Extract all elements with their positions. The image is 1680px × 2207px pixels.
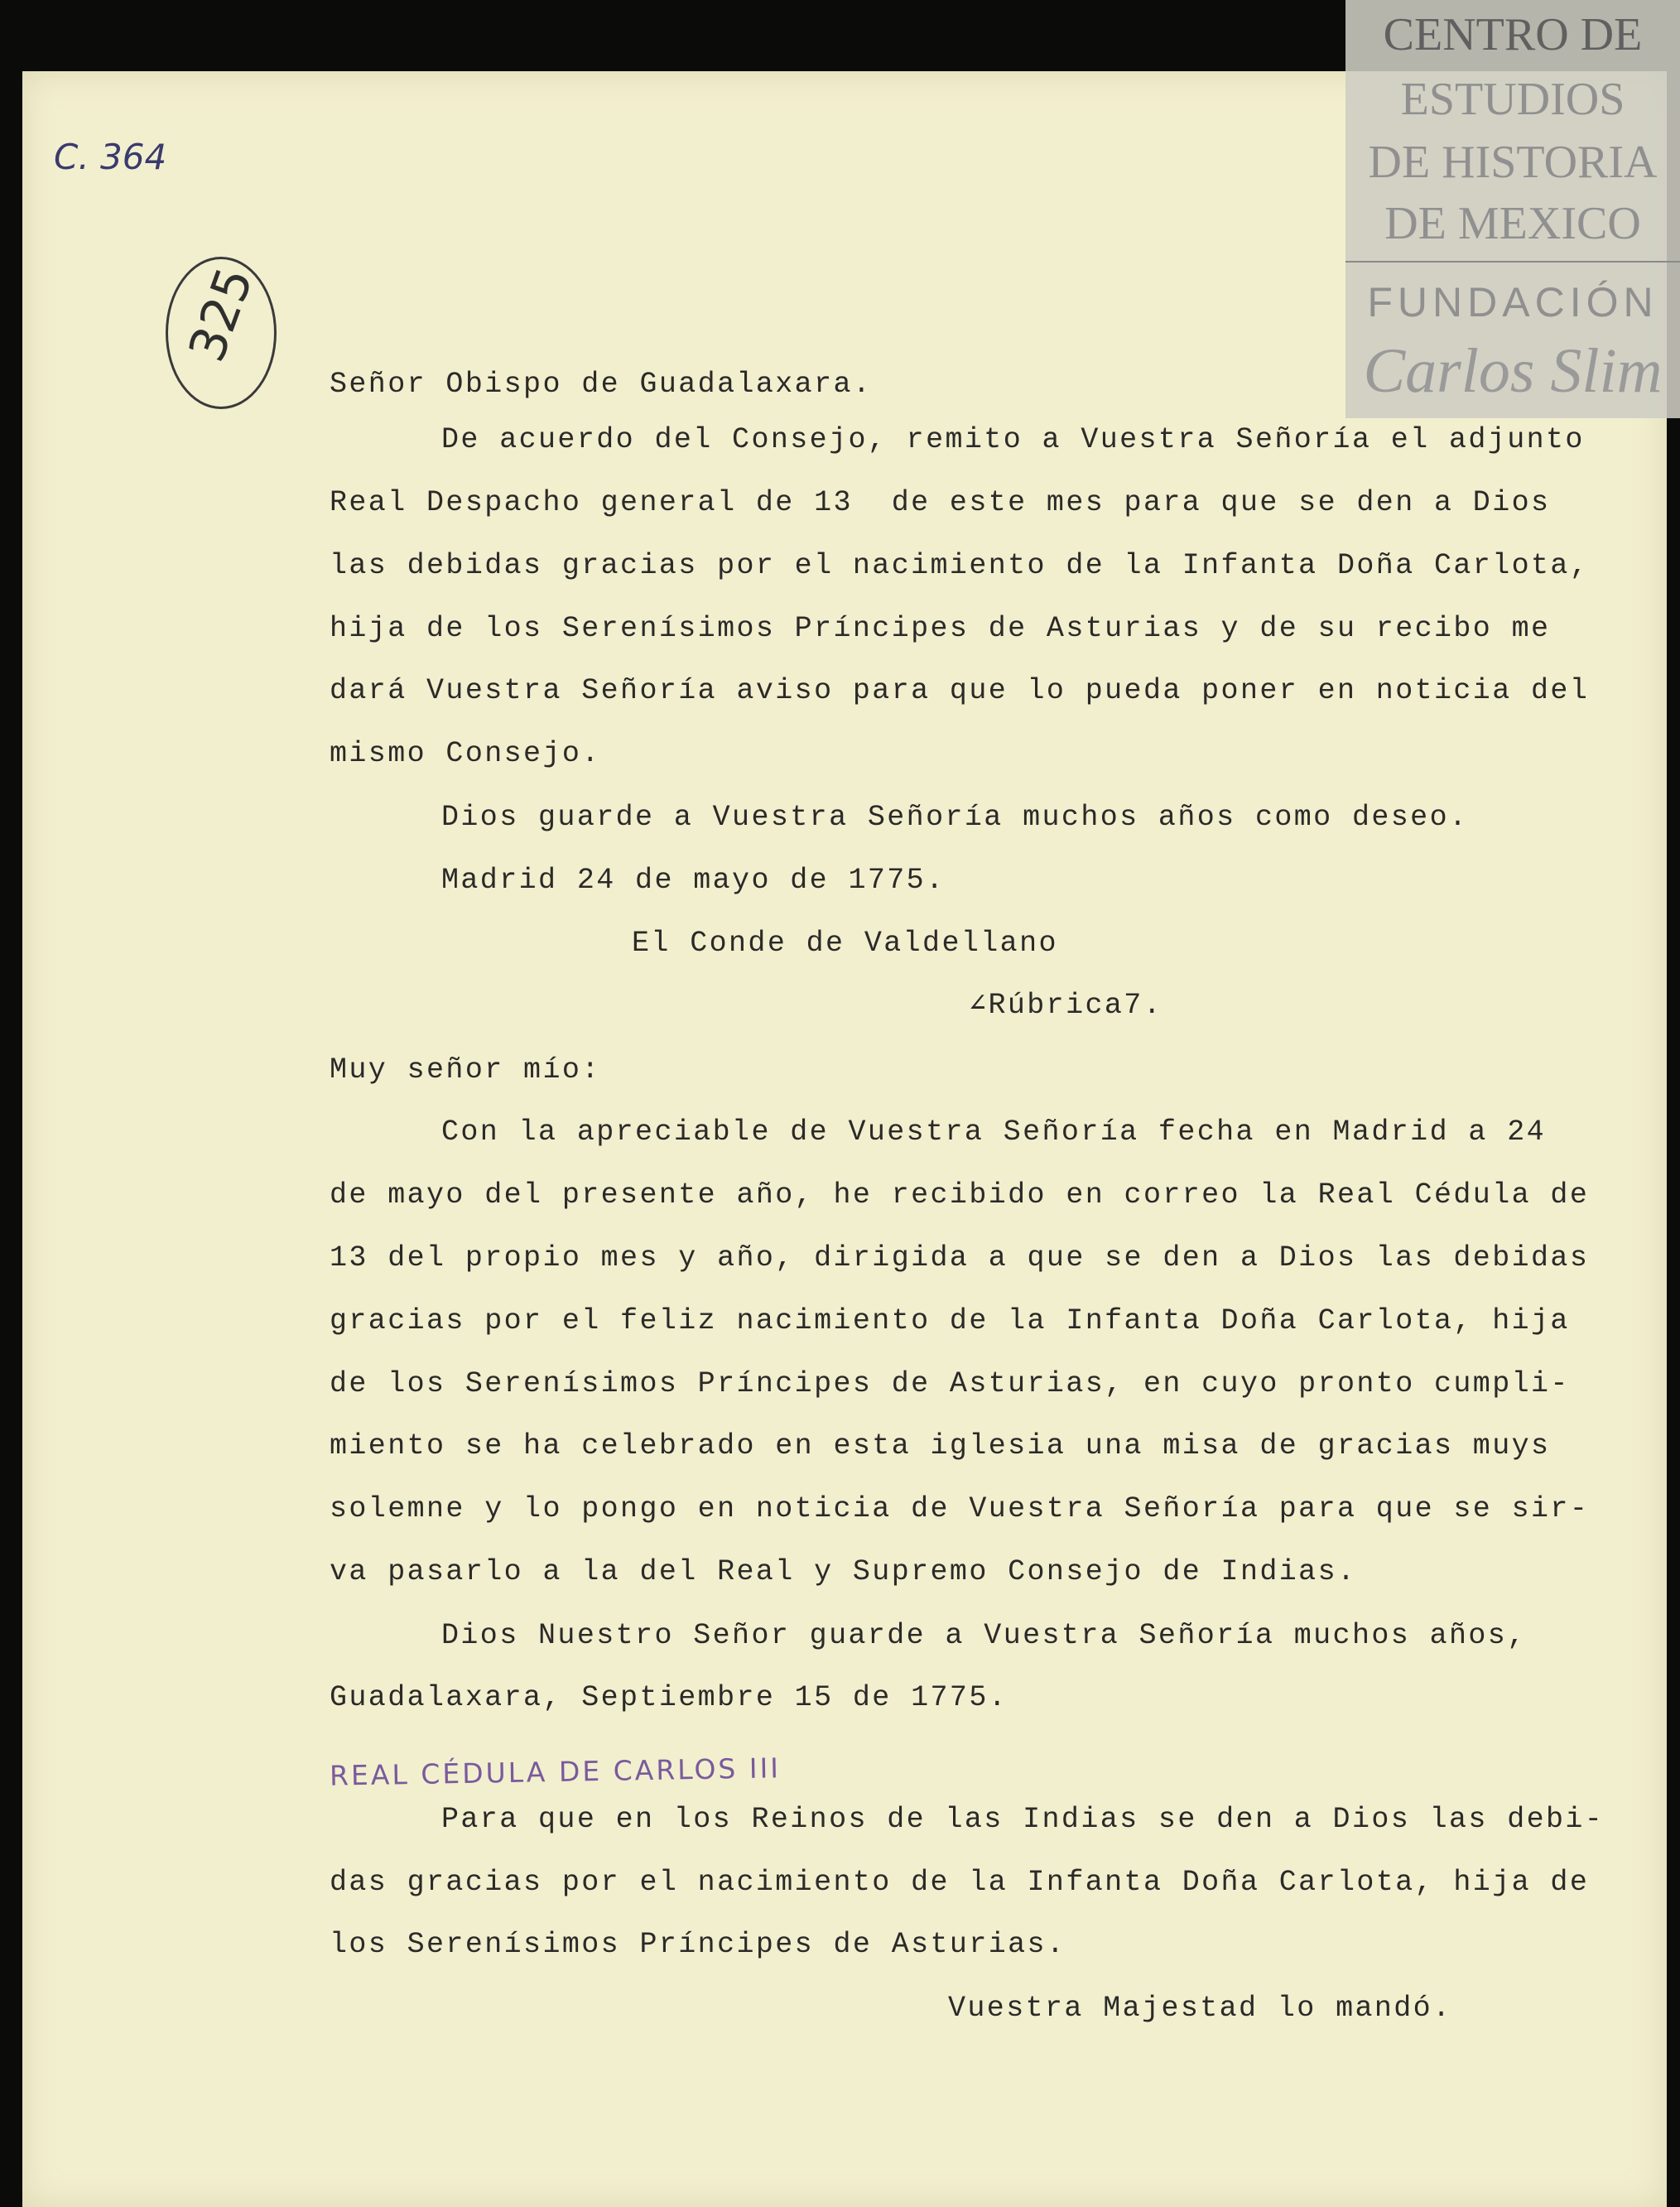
watermark-line: DE HISTORIA [1368, 137, 1658, 188]
cedula-line: los Serenísimos Príncipes de Asturias. [330, 1928, 1066, 1961]
cedula-stamp: REAL CÉDULA DE CARLOS III [329, 1752, 782, 1792]
watermark-line: FUNDACIÓN [1367, 279, 1658, 325]
cedula-closing: Vuestra Majestad lo mandó. [948, 1992, 1452, 2025]
folio-number: 325 [177, 260, 265, 369]
letter2-date: Guadalaxara, Septiembre 15 de 1775. [330, 1681, 1008, 1714]
letter1-line: hija de los Serenísimos Príncipes de Asturias y de su recibo me [330, 612, 1551, 645]
letter2-line: Con la apreciable de Vuestra Señoría fecha en Madrid a 24 [441, 1116, 1546, 1149]
letter1-salutation: Señor Obispo de Guadalaxara. [330, 368, 873, 401]
watermark-divider [1345, 261, 1680, 263]
watermark-signature: Carlos Slim [1363, 336, 1663, 406]
letter1-date: Madrid 24 de mayo de 1775. [441, 864, 946, 897]
letter1-signer: El Conde de Valdellano [632, 927, 1058, 960]
watermark-line: DE MEXICO [1384, 198, 1641, 249]
letter2-line: de mayo del presente año, he recibido en correo la Real Cédula de [330, 1178, 1590, 1212]
letter1-line: De acuerdo del Consejo, remito a Vuestra Señoría el adjunto [441, 423, 1585, 456]
letter1-line: las debidas gracias por el nacimiento de la Infanta Doña Carlota, [330, 549, 1590, 582]
letter1-closing: Dios guarde a Vuestra Señoría muchos años como deseo. [441, 801, 1469, 834]
watermark-line: ESTUDIOS [1400, 74, 1625, 125]
letter1-line: mismo Consejo. [330, 737, 601, 770]
letter2-line: 13 del propio mes y año, dirigida a que se den a Dios las debidas [330, 1241, 1590, 1275]
cedula-line: Para que en los Reinos de las Indias se den a Dios las debi- [441, 1803, 1605, 1836]
archive-watermark [1345, 0, 1680, 418]
letter2-line: de los Serenísimos Príncipes de Asturias, en cuyo pronto cumpli- [330, 1367, 1570, 1400]
letter2-line: solemne y lo pongo en noticia de Vuestra Señoría para que se sir- [330, 1492, 1590, 1525]
letter2-line: gracias por el feliz nacimiento de la Infanta Doña Carlota, hija [330, 1304, 1570, 1337]
letter2-salutation: Muy señor mío: [330, 1053, 601, 1087]
archive-reference: C. 364 [54, 137, 167, 177]
watermark-line: CENTRO DE [1383, 9, 1643, 60]
letter1-rubric: ∠Rúbrica7. [969, 989, 1163, 1022]
letter2-line: miento se ha celebrado en esta iglesia una misa de gracias muys [330, 1429, 1551, 1462]
cedula-line: das gracias por el nacimiento de la Infanta Doña Carlota, hija de [330, 1866, 1590, 1899]
letter1-line: dará Vuestra Señoría aviso para que lo pueda poner en noticia del [330, 674, 1590, 707]
letter2-closing: Dios Nuestro Señor guarde a Vuestra Señoría muchos años, [441, 1619, 1527, 1652]
letter2-line: va pasarlo a la del Real y Supremo Consejo de Indias. [330, 1555, 1357, 1588]
letter1-line: Real Despacho general de 13 de este mes para que se den a Dios [330, 486, 1551, 519]
